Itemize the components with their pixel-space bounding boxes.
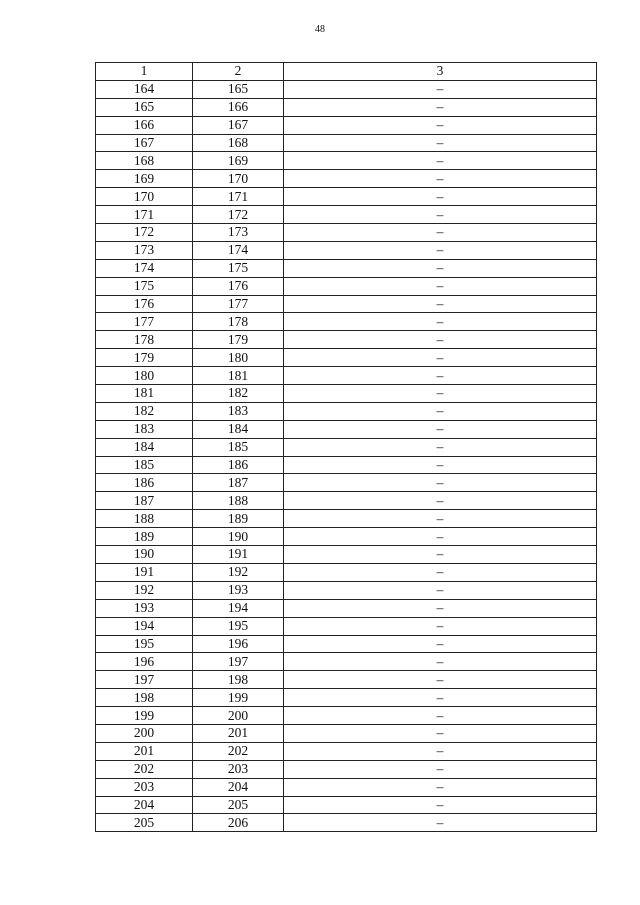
table-row bbox=[96, 563, 597, 581]
table-row bbox=[96, 546, 597, 564]
table-cell-col-2: 199 bbox=[193, 689, 284, 707]
table-cell-col-1: 200 bbox=[96, 724, 193, 742]
table-row bbox=[96, 474, 597, 492]
table-cell-col-1: 205 bbox=[96, 814, 193, 832]
table-cell-col-3: – bbox=[284, 778, 597, 796]
table-cell-col-2: 181 bbox=[193, 367, 284, 385]
table-cell-col-2: 166 bbox=[193, 98, 284, 116]
table-body bbox=[96, 80, 597, 831]
table-cell-col-3: – bbox=[284, 349, 597, 367]
table-cell-col-3: – bbox=[284, 563, 597, 581]
table-cell-col-1: 173 bbox=[96, 241, 193, 259]
table-cell-col-2: 185 bbox=[193, 438, 284, 456]
table-cell-col-2: 200 bbox=[193, 707, 284, 725]
table-cell-col-1: 188 bbox=[96, 510, 193, 528]
table-cell-col-1: 182 bbox=[96, 402, 193, 420]
column-header-2: 2 bbox=[193, 63, 284, 81]
table-cell-col-2: 195 bbox=[193, 617, 284, 635]
table-row bbox=[96, 402, 597, 420]
table-cell-col-1: 175 bbox=[96, 277, 193, 295]
column-header-3: 3 bbox=[284, 63, 597, 81]
table-row bbox=[96, 778, 597, 796]
table-cell-col-2: 186 bbox=[193, 456, 284, 474]
table-cell-col-2: 193 bbox=[193, 581, 284, 599]
table-cell-col-2: 190 bbox=[193, 528, 284, 546]
table-cell-col-2: 191 bbox=[193, 546, 284, 564]
table-row bbox=[96, 206, 597, 224]
table-cell-col-3: – bbox=[284, 456, 597, 474]
table-cell-col-1: 183 bbox=[96, 420, 193, 438]
table-cell-col-3: – bbox=[284, 742, 597, 760]
table-cell-col-3: – bbox=[284, 170, 597, 188]
table-row bbox=[96, 742, 597, 760]
table-cell-col-1: 202 bbox=[96, 760, 193, 778]
table-cell-col-1: 191 bbox=[96, 563, 193, 581]
table-row bbox=[96, 635, 597, 653]
table-cell-col-1: 176 bbox=[96, 295, 193, 313]
table-cell-col-2: 167 bbox=[193, 116, 284, 134]
table-cell-col-1: 194 bbox=[96, 617, 193, 635]
table-row bbox=[96, 277, 597, 295]
table-cell-col-1: 166 bbox=[96, 116, 193, 134]
table-cell-col-2: 175 bbox=[193, 259, 284, 277]
table-cell-col-3: – bbox=[284, 635, 597, 653]
table-cell-col-2: 173 bbox=[193, 224, 284, 242]
table-cell-col-1: 167 bbox=[96, 134, 193, 152]
table-cell-col-1: 204 bbox=[96, 796, 193, 814]
table-cell-col-2: 201 bbox=[193, 724, 284, 742]
table-cell-col-2: 198 bbox=[193, 671, 284, 689]
table-cell-col-3: – bbox=[284, 206, 597, 224]
table-cell-col-1: 165 bbox=[96, 98, 193, 116]
table-cell-col-1: 171 bbox=[96, 206, 193, 224]
table-cell-col-3: – bbox=[284, 152, 597, 170]
table-row bbox=[96, 438, 597, 456]
table-cell-col-2: 178 bbox=[193, 313, 284, 331]
table-cell-col-2: 197 bbox=[193, 653, 284, 671]
table-row bbox=[96, 152, 597, 170]
table-row bbox=[96, 653, 597, 671]
table-cell-col-3: – bbox=[284, 402, 597, 420]
table-cell-col-1: 189 bbox=[96, 528, 193, 546]
page-number: 48 bbox=[315, 24, 325, 35]
table-cell-col-1: 197 bbox=[96, 671, 193, 689]
table-cell-col-1: 179 bbox=[96, 349, 193, 367]
table-cell-col-1: 185 bbox=[96, 456, 193, 474]
table-row bbox=[96, 349, 597, 367]
table-row bbox=[96, 796, 597, 814]
table-cell-col-3: – bbox=[284, 474, 597, 492]
table-cell-col-2: 165 bbox=[193, 80, 284, 98]
table-cell-col-2: 177 bbox=[193, 295, 284, 313]
table-row bbox=[96, 134, 597, 152]
table-row bbox=[96, 724, 597, 742]
table-cell-col-1: 196 bbox=[96, 653, 193, 671]
table-row bbox=[96, 707, 597, 725]
table-cell-col-1: 184 bbox=[96, 438, 193, 456]
table-cell-col-2: 205 bbox=[193, 796, 284, 814]
table-cell-col-3: – bbox=[284, 116, 597, 134]
table-cell-col-3: – bbox=[284, 599, 597, 617]
table-cell-col-2: 176 bbox=[193, 277, 284, 295]
table-cell-col-3: – bbox=[284, 259, 597, 277]
table-cell-col-2: 168 bbox=[193, 134, 284, 152]
table-cell-col-3: – bbox=[284, 510, 597, 528]
table-cell-col-2: 188 bbox=[193, 492, 284, 510]
table-header bbox=[96, 63, 597, 81]
table-cell-col-1: 172 bbox=[96, 224, 193, 242]
table-cell-col-2: 202 bbox=[193, 742, 284, 760]
table-row bbox=[96, 814, 597, 832]
table-cell-col-2: 172 bbox=[193, 206, 284, 224]
table-cell-col-3: – bbox=[284, 617, 597, 635]
table-row bbox=[96, 456, 597, 474]
table-cell-col-1: 169 bbox=[96, 170, 193, 188]
table-cell-col-2: 203 bbox=[193, 760, 284, 778]
table-cell-col-3: – bbox=[284, 707, 597, 725]
table-row bbox=[96, 241, 597, 259]
table-cell-col-1: 170 bbox=[96, 188, 193, 206]
table-row bbox=[96, 188, 597, 206]
table-cell-col-2: 180 bbox=[193, 349, 284, 367]
table-cell-col-1: 181 bbox=[96, 385, 193, 403]
table-cell-col-2: 171 bbox=[193, 188, 284, 206]
table-row bbox=[96, 116, 597, 134]
table-cell-col-3: – bbox=[284, 653, 597, 671]
table-cell-col-3: – bbox=[284, 295, 597, 313]
table-cell-col-2: 196 bbox=[193, 635, 284, 653]
table-cell-col-3: – bbox=[284, 188, 597, 206]
table-row bbox=[96, 617, 597, 635]
table-cell-col-1: 186 bbox=[96, 474, 193, 492]
table-cell-col-2: 182 bbox=[193, 385, 284, 403]
column-header-1: 1 bbox=[96, 63, 193, 81]
table-cell-col-1: 199 bbox=[96, 707, 193, 725]
table-row bbox=[96, 528, 597, 546]
table-cell-col-3: – bbox=[284, 438, 597, 456]
table-cell-col-3: – bbox=[284, 528, 597, 546]
table-cell-col-2: 183 bbox=[193, 402, 284, 420]
table-row bbox=[96, 224, 597, 242]
table-cell-col-3: – bbox=[284, 760, 597, 778]
table-row bbox=[96, 671, 597, 689]
table-cell-col-3: – bbox=[284, 546, 597, 564]
table-cell-col-3: – bbox=[284, 98, 597, 116]
table-cell-col-1: 192 bbox=[96, 581, 193, 599]
table-cell-col-2: 189 bbox=[193, 510, 284, 528]
table-cell-col-1: 164 bbox=[96, 80, 193, 98]
table-cell-col-1: 201 bbox=[96, 742, 193, 760]
table-cell-col-1: 177 bbox=[96, 313, 193, 331]
table-cell-col-1: 168 bbox=[96, 152, 193, 170]
table-cell-col-2: 169 bbox=[193, 152, 284, 170]
table-cell-col-3: – bbox=[284, 581, 597, 599]
table-cell-col-3: – bbox=[284, 241, 597, 259]
table-cell-col-1: 195 bbox=[96, 635, 193, 653]
table-cell-col-3: – bbox=[284, 689, 597, 707]
table-row bbox=[96, 313, 597, 331]
table-row bbox=[96, 367, 597, 385]
table-row bbox=[96, 760, 597, 778]
table-row bbox=[96, 295, 597, 313]
table-cell-col-3: – bbox=[284, 277, 597, 295]
table-cell-col-3: – bbox=[284, 80, 597, 98]
table-row bbox=[96, 581, 597, 599]
table-row bbox=[96, 689, 597, 707]
table-row bbox=[96, 599, 597, 617]
table-row bbox=[96, 385, 597, 403]
table-cell-col-2: 179 bbox=[193, 331, 284, 349]
table-cell-col-3: – bbox=[284, 385, 597, 403]
table-cell-col-1: 203 bbox=[96, 778, 193, 796]
table-row bbox=[96, 492, 597, 510]
table-cell-col-2: 174 bbox=[193, 241, 284, 259]
table-row bbox=[96, 510, 597, 528]
table-row bbox=[96, 259, 597, 277]
table-cell-col-1: 174 bbox=[96, 259, 193, 277]
table-cell-col-3: – bbox=[284, 367, 597, 385]
table-cell-col-2: 194 bbox=[193, 599, 284, 617]
table-cell-col-3: – bbox=[284, 224, 597, 242]
table-cell-col-2: 204 bbox=[193, 778, 284, 796]
table-cell-col-1: 190 bbox=[96, 546, 193, 564]
table-cell-col-3: – bbox=[284, 134, 597, 152]
table-cell-col-1: 187 bbox=[96, 492, 193, 510]
table-cell-col-3: – bbox=[284, 814, 597, 832]
table-cell-col-3: – bbox=[284, 420, 597, 438]
table-cell-col-3: – bbox=[284, 492, 597, 510]
table-cell-col-2: 184 bbox=[193, 420, 284, 438]
table-cell-col-3: – bbox=[284, 671, 597, 689]
table-cell-col-1: 178 bbox=[96, 331, 193, 349]
table-cell-col-2: 187 bbox=[193, 474, 284, 492]
table-cell-col-3: – bbox=[284, 313, 597, 331]
table-cell-col-1: 193 bbox=[96, 599, 193, 617]
table-cell-col-1: 180 bbox=[96, 367, 193, 385]
table-row bbox=[96, 331, 597, 349]
table-row bbox=[96, 98, 597, 116]
table-row bbox=[96, 420, 597, 438]
data-table bbox=[95, 62, 597, 832]
table-row bbox=[96, 80, 597, 98]
table-cell-col-1: 198 bbox=[96, 689, 193, 707]
table-row bbox=[96, 170, 597, 188]
table-cell-col-3: – bbox=[284, 796, 597, 814]
table-cell-col-3: – bbox=[284, 331, 597, 349]
table-cell-col-2: 192 bbox=[193, 563, 284, 581]
table-cell-col-2: 170 bbox=[193, 170, 284, 188]
table-cell-col-2: 206 bbox=[193, 814, 284, 832]
header-row bbox=[96, 63, 597, 81]
table-cell-col-3: – bbox=[284, 724, 597, 742]
